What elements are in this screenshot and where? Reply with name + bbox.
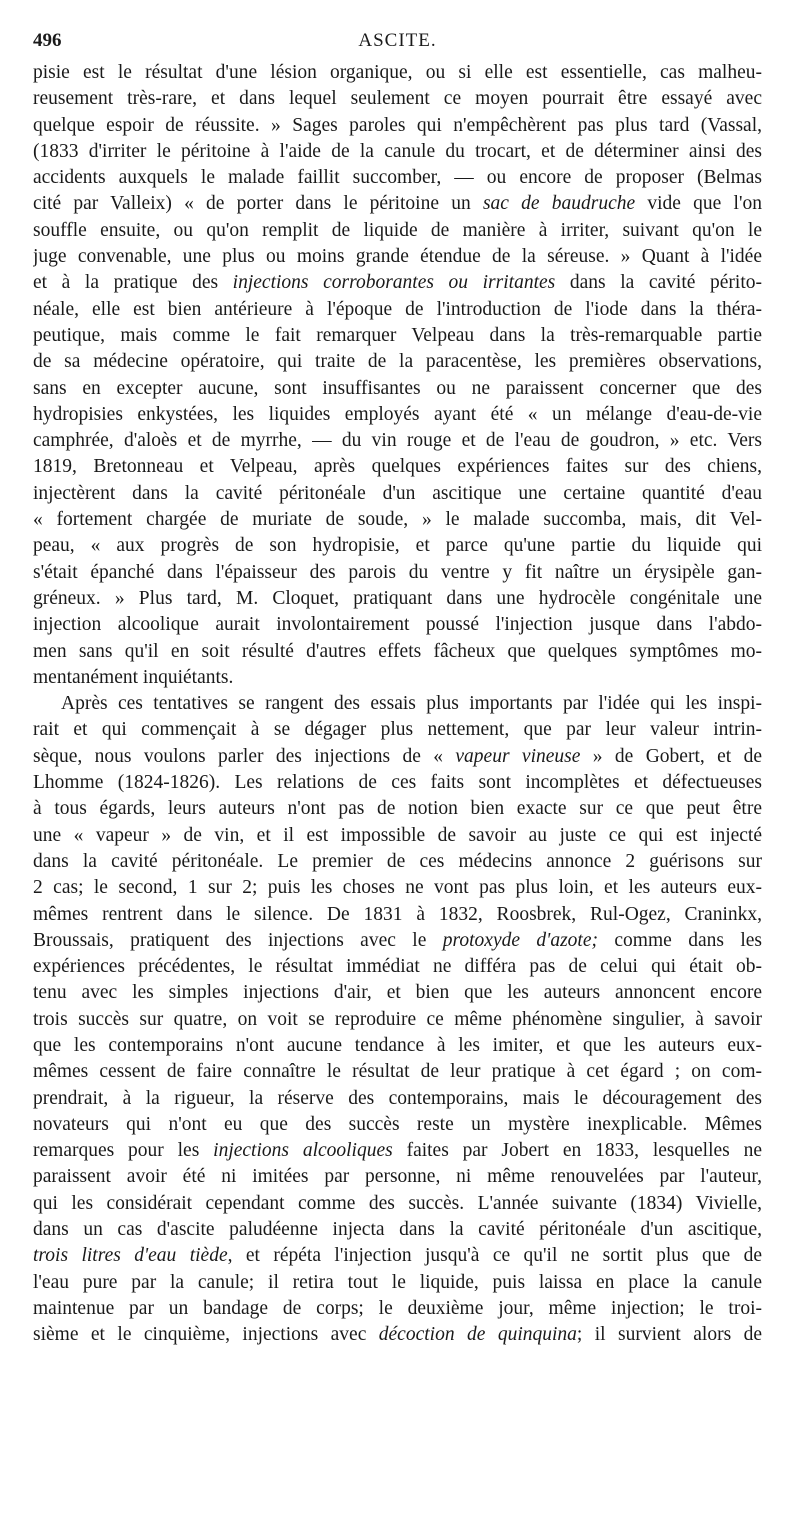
text-segment: tenu avec les simples injections d'air, et bien que les auteurs annoncent encore — [33, 982, 762, 1004]
text-line — [33, 1138, 762, 1164]
text-segment: Lhomme (1824-1826). Les relations de ces faits sont incomplètes et défectueuses — [33, 772, 762, 794]
text-segment: 2 cas; le second, 1 sur 2; puis les choses ne vont pas plus loin, et les auteurs eux- — [33, 877, 762, 899]
body-text — [33, 60, 762, 1349]
page-number: 496 — [33, 30, 62, 51]
text-segment: comme dans les — [598, 929, 762, 951]
text-segment: mentanément inquiétants. — [33, 666, 234, 688]
text-segment: quelque espoir de réussite. » Sages paroles qui n'empêchèrent pas plus tard (Vassal, — [33, 114, 762, 136]
text-segment: » de Gobert, et de — [580, 745, 762, 767]
text-segment: une « vapeur » de vin, et il est impossible de savoir au juste ce qui est injecté — [33, 824, 762, 846]
text-segment: pisie est le résultat d'une lésion organique, ou si elle est essentielle, cas malheu- — [33, 62, 762, 83]
text-segment: rait et qui commençait à se dégager plus nettement, que par leur valeur intrin- — [33, 719, 762, 741]
text-line — [33, 86, 762, 112]
text-segment: dans la cavité périto- — [555, 272, 762, 294]
text-segment: remarques pour les — [33, 1140, 214, 1162]
text-segment: cité par Valleix) « de porter dans le péritoine un — [33, 193, 483, 215]
text-line — [33, 113, 762, 139]
text-segment: faites par Jobert en 1833, lesquelles ne — [392, 1140, 762, 1162]
text-segment: souffle ensuite, ou qu'on remplit de liquide de manière à irriter, suivant qu'on le — [33, 219, 762, 241]
text-segment: dans la cavité péritonéale. Le premier de ces médecins annonce 2 guérisons sur — [33, 850, 762, 872]
text-line — [33, 533, 762, 559]
text-line — [33, 323, 762, 349]
text-line — [33, 875, 762, 901]
text-line — [33, 1243, 762, 1269]
text-segment: que les contemporains n'ont aucune tendance à les imiter, et que les auteurs eux- — [33, 1034, 762, 1056]
text-line — [33, 1059, 762, 1085]
paragraph — [33, 60, 762, 691]
text-segment: Broussais, pratiquent des injections avec le — [33, 929, 443, 951]
text-segment: et à la pratique des — [33, 272, 233, 294]
text-segment: sans en excepter aucune, sont insuffisantes ou ne paraissent concerner que des — [33, 377, 762, 399]
text-line — [33, 376, 762, 402]
text-segment: qui les considérait cependant comme des succès. L'année suivante (1834) Vivielle, — [33, 1192, 762, 1214]
text-line — [33, 244, 762, 270]
text-line — [33, 507, 762, 533]
text-line — [33, 60, 762, 86]
text-line — [33, 191, 762, 217]
text-line — [33, 823, 762, 849]
text-line — [33, 297, 762, 323]
italic-text: décoction de quinquina — [378, 1324, 577, 1346]
text-segment: sième et le cinquième, injections avec — [33, 1324, 379, 1346]
text-segment: prendrait, à la rigueur, la réserve des contemporains, mais le découragement des — [33, 1087, 762, 1109]
running-title: ASCITE. — [358, 30, 437, 51]
text-line — [33, 1217, 762, 1243]
text-line — [33, 612, 762, 638]
text-line — [33, 454, 762, 480]
text-segment: camphrée, d'aloès et de myrrhe, — du vin rouge et de l'eau de goudron, » etc. Vers — [33, 430, 762, 452]
text-segment: expériences précédentes, le résultat immédiat ne différa pas de celui qui était ob- — [33, 956, 762, 978]
text-line — [33, 1007, 762, 1033]
text-line — [33, 954, 762, 980]
italic-text: vapeur vineuse — [455, 745, 581, 767]
text-line — [33, 1322, 762, 1348]
text-line — [33, 849, 762, 875]
text-segment: de sa médecine opératoire, qui traite de la paracentèse, les premières observations, — [33, 351, 762, 373]
text-line — [33, 639, 762, 665]
text-segment: « fortement chargée de muriate de soude, » le malade succomba, mais, dit Vel- — [33, 509, 762, 531]
text-line — [33, 349, 762, 375]
text-segment: , et répéta l'injection jusqu'à ce qu'il ne sortit plus que de — [227, 1245, 762, 1267]
text-line — [33, 1296, 762, 1322]
italic-text: trois litres d'eau tiède — [33, 1245, 228, 1267]
text-segment: l'eau pure par la canule; il retira tout le liquide, puis laissa en place la canule — [33, 1271, 762, 1293]
text-line — [33, 165, 762, 191]
italic-text: sac de baudruche — [482, 193, 636, 215]
text-line — [33, 218, 762, 244]
text-segment: (1833 d'irriter le péritoine à l'aide de la canule du trocart, et de déterminer ainsi des — [33, 140, 762, 162]
text-line — [33, 1164, 762, 1190]
text-segment: ; il survient alors de — [576, 1324, 762, 1346]
text-segment: Après ces tentatives se rangent des essais plus importants par l'idée qui les inspi- — [61, 693, 762, 715]
text-line — [33, 1112, 762, 1138]
text-segment: peau, « aux progrès de son hydropisie, et parce qu'une partie du liquide qui — [33, 535, 762, 557]
text-line — [33, 744, 762, 770]
text-line — [33, 1270, 762, 1296]
text-segment: men sans qu'il en soit résulté d'autres effets fâcheux que quelques symptômes mo- — [33, 640, 762, 662]
text-line — [33, 428, 762, 454]
text-line — [33, 796, 762, 822]
text-line — [33, 902, 762, 928]
text-segment: vide que l'on — [635, 193, 762, 215]
page-header — [33, 30, 762, 54]
text-segment: hydropisies enkystées, les liquides employés ayant été « un mélange d'eau-de-vie — [33, 403, 762, 425]
text-line — [33, 770, 762, 796]
text-line — [33, 560, 762, 586]
text-line — [33, 402, 762, 428]
text-line — [33, 139, 762, 165]
text-line — [33, 691, 762, 717]
text-segment: dans un cas d'ascite paludéenne injecta dans la cavité péritonéale d'un ascitique, — [33, 1219, 762, 1241]
paragraph — [33, 691, 762, 1348]
text-segment: reusement très-rare, et dans lequel seulement ce moyen pourrait être essayé avec — [33, 88, 762, 110]
text-line — [33, 1086, 762, 1112]
text-line — [33, 270, 762, 296]
text-segment: injection alcoolique aurait involontairement poussé l'injection jusque dans l'abdo- — [33, 614, 762, 636]
text-segment: à tous égards, leurs auteurs n'ont pas de notion bien exacte sur ce que peut être — [33, 798, 762, 820]
text-segment: novateurs qui n'ont eu que des succès reste un mystère inexplicable. Mêmes — [33, 1113, 762, 1135]
text-segment: peutique, mais comme le fait remarquer Velpeau dans la très-remarquable partie — [33, 324, 762, 346]
text-segment: sèque, nous voulons parler des injections de « — [33, 745, 456, 767]
text-line — [33, 1191, 762, 1217]
text-segment: s'était épanché dans l'épaisseur des parois du ventre y fit naître un érysipèle gan- — [33, 561, 762, 583]
text-segment: injectèrent dans la cavité péritonéale d'un ascitique une certaine quantité d'eau — [33, 482, 762, 504]
text-segment: paraissent avoir été ni imitées par personne, ni même renouvelées par l'auteur, — [33, 1166, 762, 1188]
text-line — [33, 1033, 762, 1059]
text-segment: néale, elle est bien antérieure à l'époque de l'introduction de l'iode dans la théra- — [33, 298, 762, 320]
text-line — [33, 481, 762, 507]
text-segment: mêmes rentrent dans le silence. De 1831 à 1832, Roosbrek, Rul-Ogez, Craninkx, — [33, 903, 762, 925]
text-segment: accidents auxquels le malade faillit succomber, — ou encore de proposer (Belmas — [33, 167, 762, 189]
italic-text: protoxyde d'azote; — [442, 929, 598, 951]
text-line — [33, 980, 762, 1006]
text-line — [33, 586, 762, 612]
text-segment: trois succès sur quatre, on voit se reproduire ce même phénomène singulier, à savoir — [33, 1008, 762, 1030]
text-line — [33, 665, 762, 691]
italic-text: injections corroborantes ou irritantes — [232, 272, 556, 294]
text-line — [33, 928, 762, 954]
text-line — [33, 717, 762, 743]
text-segment: 1819, Bretonneau et Velpeau, après quelques expériences faites sur des chiens, — [33, 456, 762, 478]
text-segment: maintenue par un bandage de corps; le deuxième jour, même injection; le troi- — [33, 1297, 762, 1319]
italic-text: injections alcooliques — [213, 1140, 393, 1162]
text-segment: juge convenable, une plus ou moins grande étendue de la séreuse. » Quant à l'idée — [33, 246, 762, 268]
text-segment: mêmes cessent de faire connaître le résultat de leur pratique à cet égard ; on com- — [33, 1061, 762, 1083]
text-segment: gréneux. » Plus tard, M. Cloquet, pratiquant dans une hydrocèle congénitale une — [33, 587, 762, 609]
